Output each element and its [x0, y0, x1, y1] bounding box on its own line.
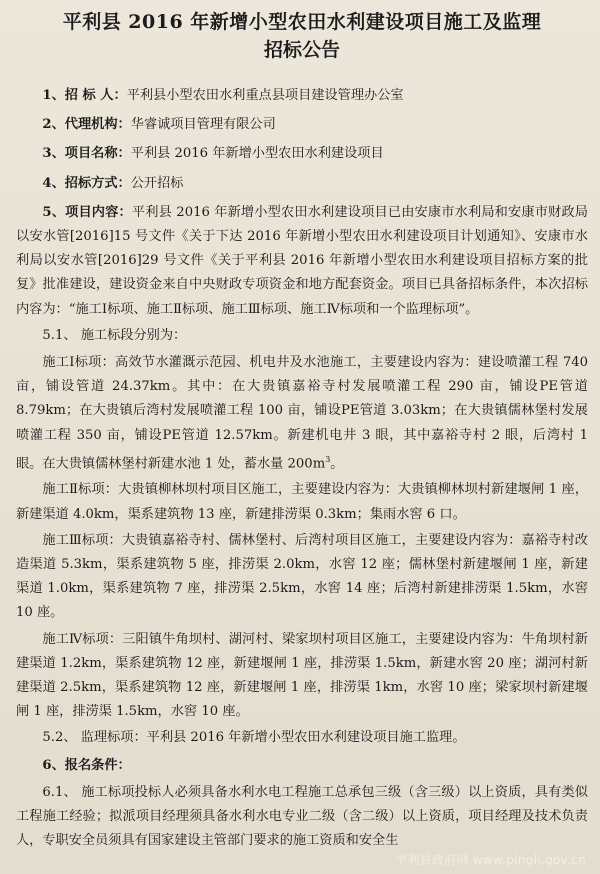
lot-4-paragraph: 施工Ⅳ标项：三阳镇牛角坝村、湖河村、梁家坝村项目区施工，主要建设内容为：牛角坝村新建渠道 1.2km，渠系建筑物 12 座，新建堰闸 1 座，排涝渠 1.5km，新建水窖 20 座；湖河村新建渠道 2.5km，渠系建筑物 12 座，新建堰闸 1 座，排涝渠 1km，水窖 10 座；梁家坝村新建堰闸 1 座，排涝渠 1.5km，水窖 10 座。 — [16, 631, 588, 720]
item-project-name — [16, 142, 588, 166]
document-body — [16, 84, 588, 853]
item-label: 5、项目内容： — [42, 204, 132, 220]
item-project-content — [16, 201, 588, 322]
item-agency — [16, 113, 588, 137]
section-6-1-paragraph: 6.1、 施工标项投标人必须具备水利水电工程施工总承包三级（含三级）以上资质，具有类似工程施工经验；拟派项目经理须具备水利水电专业二级（含二级）以上资质，项目经理及技术负责人，专职安全员须具有国家建设主管部门要求的施工资质和安全生 — [16, 784, 588, 849]
section-5-1-heading: 5.1、 施工标段分别为： — [42, 327, 187, 343]
lot-1-paragraph — [16, 351, 588, 476]
section-6-heading: 6、报名条件： — [42, 757, 131, 773]
item-label: 1、招 标 人： — [42, 88, 127, 103]
document-subtitle: 招标公告 — [263, 39, 340, 61]
lot-3-paragraph: 施工Ⅲ标项：大贵镇嘉裕寺村、儒林堡村、后湾村项目区施工，主要建设内容为：嘉裕寺村改造渠道 5.3km，渠系建筑物 5 座，排涝渠 2.0km，水窖 12 座；儒林堡村新建堰闸 1 座，新建渠道 1.0km，渠系建筑物 7 座，排涝渠 2.5km，水窖 14 座；后湾村新建排涝渠 1.5km，水窖 10 座。 — [16, 532, 588, 621]
document-title: 平利县 2016 年新增小型农田水利建设项目施工及监理 — [62, 11, 542, 33]
item-tender-method — [16, 172, 588, 196]
project-content-text: 平利县 2016 年新增小型农田水利建设项目已由安康市水利局和安康市财政局以安水管[2016]15 号文件《关于下达 2016 年新增小型农田水利建设项目计划通知》、安康市水利局以安水管[2016]29 号文件《关于平利县 2016 年新增小型农田水利建设项目招标方案的批复》批准建设，建设资金来自中央财政专项资金和地方配套资金。项目已具备招标条件，本次招标内容为：“施工Ⅰ标项、施工Ⅱ标项、施工Ⅲ标项、施工Ⅳ标项和一个监理标项”。 — [16, 204, 588, 317]
lot-1-end: 。 — [330, 456, 344, 472]
lot-2-paragraph: 施工Ⅱ标项：大贵镇柳林坝村项目区施工，主要建设内容为：大贵镇柳林坝村新建堰闸 1 座，新建渠道 4.0km，渠系建筑物 13 座，新建排涝渠 0.3km；集雨水窖 6 口。 — [16, 482, 588, 522]
item-label: 2、代理机构： — [42, 117, 131, 133]
lot-1-text: 施工Ⅰ标项：高效节水灌溉示范园、机电井及水池施工，主要建设内容为：建设喷灌工程 740 亩，铺设管道 24.37km。其中：在大贵镇嘉裕寺村发展喷灌工程 290 亩，铺设PE管道 8.79km；在大贵镇后湾村发展喷灌工程 100 亩，铺设PE管道 3.03km；在大贵镇儒林堡村发展喷灌工程 350 亩，铺设PE管道 12.57km。新建机电井 3 眼，其中嘉裕寺村 2 眼，后湾村 1 眼。在大贵镇儒林堡村新建水池 1 处，蓄水量 200m — [16, 355, 588, 472]
section-5-2-paragraph: 5.2、 监理标项：平利县 2016 年新增小型农田水利建设项目施工监理。 — [42, 730, 466, 746]
item-tenderer — [16, 84, 588, 108]
item-value: 平利县 2016 年新增小型农田水利建设项目 — [130, 146, 384, 162]
lot-1-superscript: 3 — [325, 454, 331, 464]
item-value: 华睿诚项目管理有限公司 — [130, 117, 276, 133]
item-value: 平利县小型农田水利重点县项目建设管理办公室 — [126, 88, 404, 103]
item-label: 3、项目名称： — [42, 146, 131, 162]
site-watermark: 平利县政府网 www.pingli.gov.cn — [395, 853, 586, 867]
item-value: 公开招标 — [130, 175, 184, 191]
item-label: 4、招标方式： — [42, 175, 131, 191]
